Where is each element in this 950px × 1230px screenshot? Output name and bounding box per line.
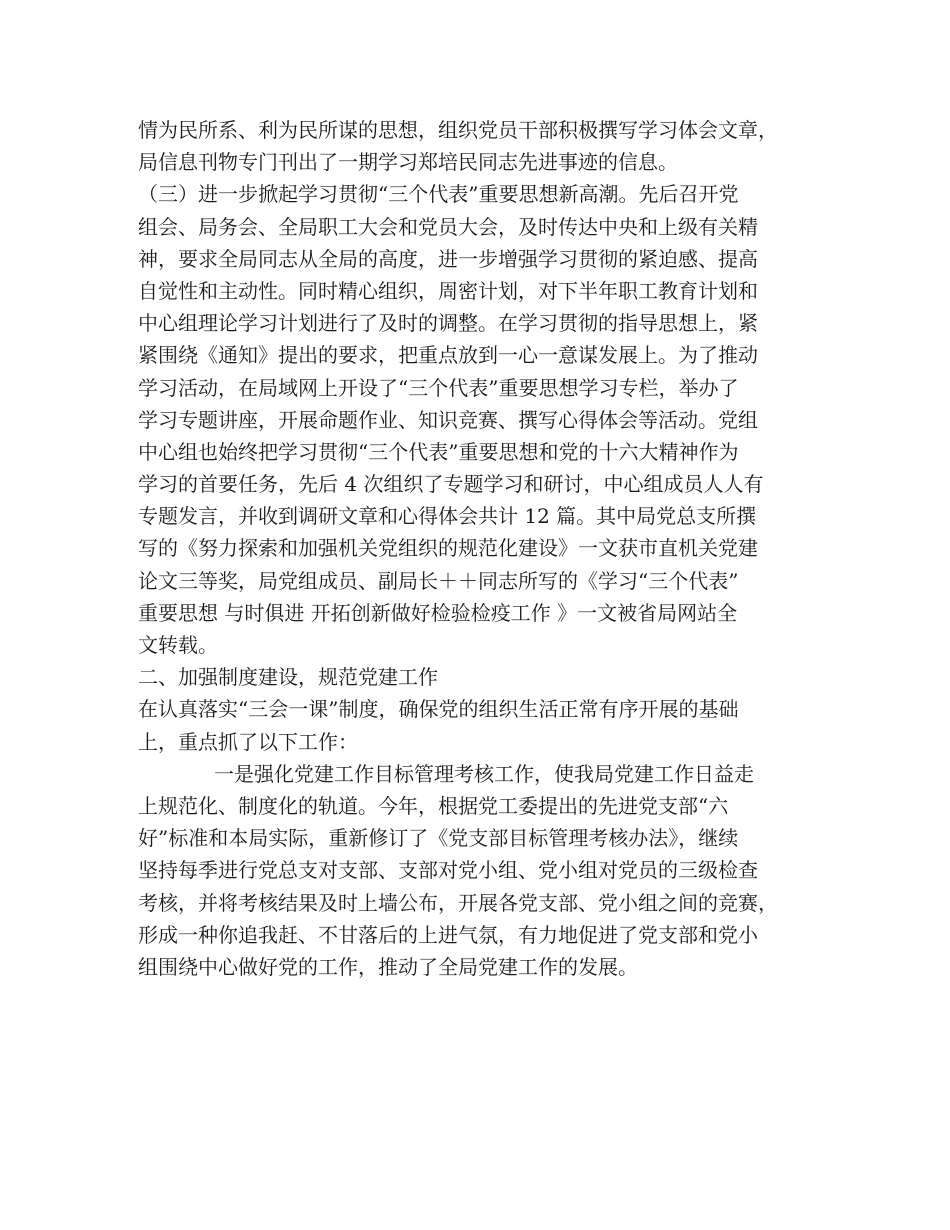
text-line: 专题发言，并收到调研文章和心得体会共计 12 篇。其中局党总支所撰 <box>138 504 757 529</box>
text-line: 好”标准和本局实际，重新修订了《党支部目标管理考核办法》，继续 <box>138 826 739 851</box>
text-line: 学习的首要任务，先后 4 次组织了专题学习和研讨，中心组成员人人有 <box>138 472 764 497</box>
text-line: 论文三等奖，局党组成员、副局长＋＋同志所写的《学习“三个代表” <box>138 568 739 593</box>
text-line: 文转载。 <box>138 633 218 657</box>
text-line: （三）进一步掀起学习贯彻“三个代表”重要思想新高潮。先后召开党 <box>138 182 739 207</box>
text-line: 组会、局务会、全局职工大会和党员大会，及时传达中央和上级有关精 <box>138 214 758 239</box>
text-line: 在认真落实“三会一课”制度，确保党的组织生活正常有序开展的基础 <box>138 697 739 722</box>
text-line: 坚持每季进行党总支对支部、支部对党小组、党小组对党员的三级检查 <box>138 858 758 883</box>
text-line: 学习活动，在局域网上开设了“三个代表”重要思想学习专栏，举办了 <box>138 375 739 400</box>
text-line: 组围绕中心做好党的工作，推动了全局党建工作的发展。 <box>138 954 638 979</box>
body-text <box>138 114 828 983</box>
text-line: 自觉性和主动性。同时精心组织，周密计划，对下半年职工教育计划和 <box>138 278 758 303</box>
text-line: 神，要求全局同志从全局的高度，进一步增强学习贯彻的紧迫感、提高 <box>138 246 758 271</box>
text-line: 学习专题讲座，开展命题作业、知识竞赛、撰写心得体会等活动。党组 <box>138 407 758 432</box>
text-line: 写的《努力探索和加强机关党组织的规范化建设》一文获市直机关党建 <box>138 536 758 561</box>
text-line: 紧围绕《通知》提出的要求，把重点放到一心一意谋发展上。为了推动 <box>138 343 758 368</box>
text-line: 重要思想 与时俱进 开拓创新做好检验检疫工作 》一文被省局网站全 <box>138 600 738 625</box>
text-line: 形成一种你追我赶、不甘落后的上进气氛，有力地促进了党支部和党小 <box>138 922 758 947</box>
text-line: 局信息刊物专门刊出了一期学习郑培民同志先进事迹的信息。 <box>138 150 678 175</box>
text-line: 上规范化、制度化的轨道。今年，根据党工委提出的先进党支部“六 <box>138 793 729 818</box>
text-line: 二、加强制度建设，规范党建工作 <box>138 665 438 690</box>
text-line: 一是强化党建工作目标管理考核工作，使我局党建工作日益走 <box>214 761 754 786</box>
text-line: 上，重点抓了以下工作： <box>138 729 358 754</box>
text-line: 情为民所系、利为民所谋的思想，组织党员干部积极撰写学习体会文章， <box>138 118 778 142</box>
text-line: 中心组也始终把学习贯彻“三个代表”重要思想和党的十六大精神作为 <box>138 439 739 464</box>
text-line: 考核，并将考核结果及时上墙公布，开展各党支部、党小组之间的竞赛， <box>138 890 778 915</box>
text-line: 中心组理论学习计划进行了及时的调整。在学习贯彻的指导思想上，紧 <box>138 311 758 336</box>
